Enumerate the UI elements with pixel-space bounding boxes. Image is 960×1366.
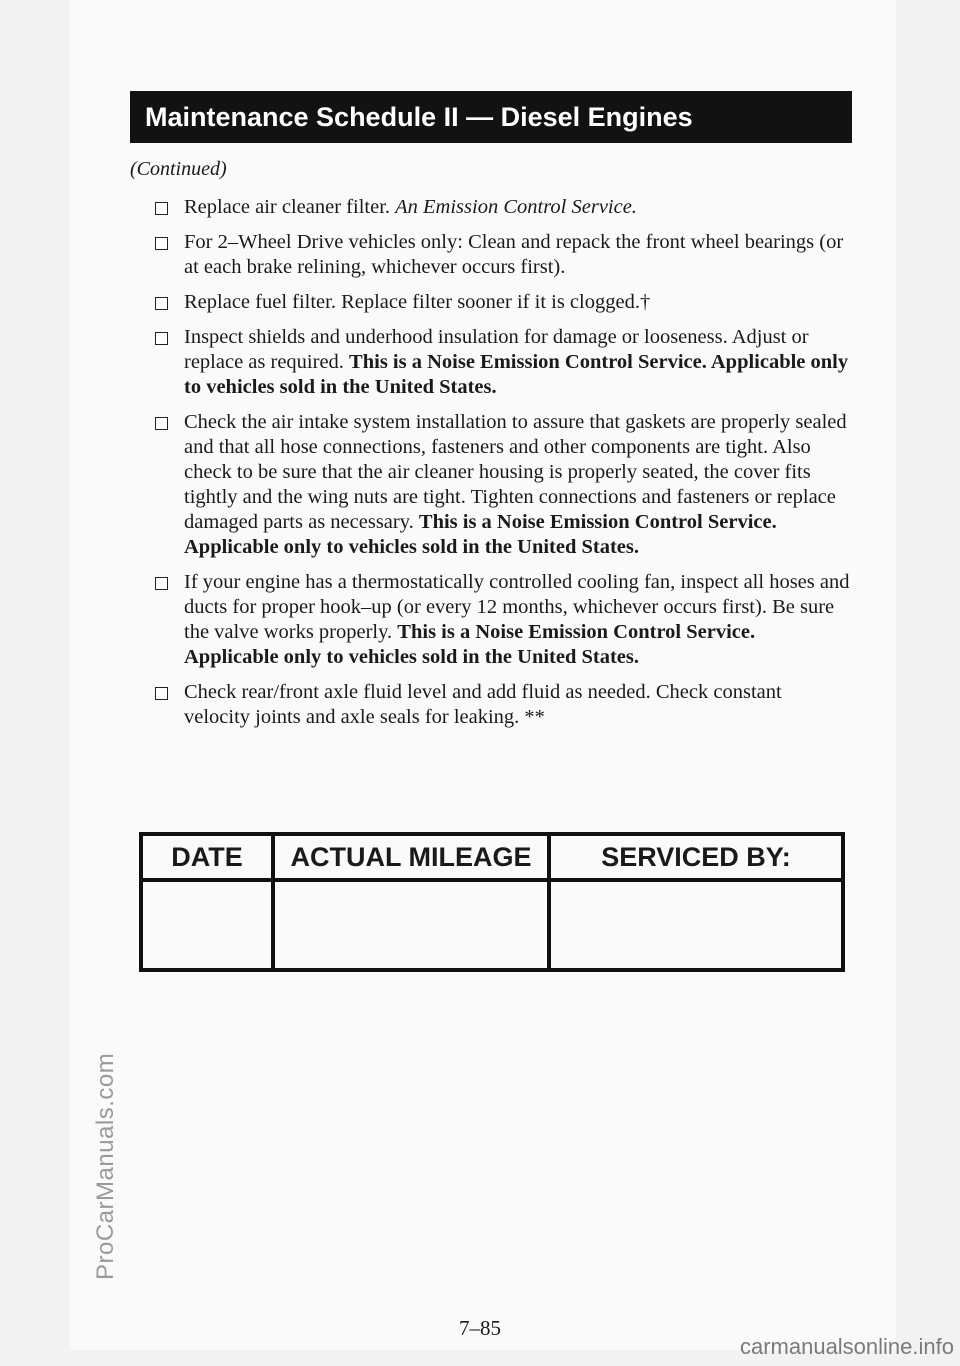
item-italic-note: An Emission Control Service. (395, 196, 637, 218)
item-text: Check rear/front axle fluid level and add fluid as needed. Check constant velocity joints and axle seals for leaking. ** (184, 681, 782, 728)
checkbox-icon[interactable] (155, 297, 168, 310)
checklist-item (150, 290, 850, 315)
table-row (141, 880, 843, 970)
watermark-procarmanuals: ProCarManuals.com (92, 1052, 119, 1280)
item-text: Replace air cleaner filter. (184, 196, 396, 218)
checklist-item (150, 195, 850, 220)
mileage-cell[interactable] (273, 880, 549, 970)
item-text: Inspect shields and underhood insulation for damage or looseness. Adjust or replace as required. (184, 326, 809, 373)
checklist-item (150, 230, 850, 280)
date-column-header: DATE (141, 834, 273, 880)
serviced-by-cell[interactable] (549, 880, 843, 970)
mileage-column-header: ACTUAL MILEAGE (273, 834, 549, 880)
table-header-row (141, 834, 843, 880)
item-text: Replace fuel filter. Replace filter sooner if it is clogged.† (184, 291, 651, 313)
checkbox-icon[interactable] (155, 332, 168, 345)
checkbox-icon[interactable] (155, 202, 168, 215)
checkbox-icon[interactable] (155, 687, 168, 700)
checklist-item (150, 680, 850, 730)
checkbox-icon[interactable] (155, 577, 168, 590)
item-text: If your engine has a thermostatically controlled cooling fan, inspect all hoses and ducts for proper hook–up (or every 12 months, whichever occurs first). Be sure the valve works properly. (184, 571, 850, 643)
maintenance-checklist (150, 195, 850, 740)
item-bold-note: This is a Noise Emission Control Service. Applicable only to vehicles sold in the United States. (184, 621, 756, 668)
item-text: For 2–Wheel Drive vehicles only: Clean and repack the front wheel bearings (or at each brake relining, whichever occurs first). (184, 231, 844, 278)
checklist-item (150, 325, 850, 400)
checkbox-icon[interactable] (155, 237, 168, 250)
checklist-item (150, 570, 850, 670)
service-record-table (139, 832, 845, 972)
checklist-item (150, 410, 850, 560)
date-cell[interactable] (141, 880, 273, 970)
page-number: 7–85 (459, 1316, 501, 1340)
section-title-banner: Maintenance Schedule II — Diesel Engines (130, 91, 852, 143)
watermark-carmanualsonline: carmanualsonline.info (739, 1334, 954, 1359)
item-text: Check the air intake system installation to assure that gaskets are properly sealed and that all hose connections, fasteners and other components are tight. Also check to be sure that the air cleaner housing is properly seated, the cover fits tightly and the wing nuts are tight. Tighten connections and fasteners or replace damaged parts as necessary. (184, 411, 847, 533)
continued-label: (Continued) (130, 158, 227, 180)
item-bold-note: This is a Noise Emission Control Service. Applicable only to vehicles sold in the United States. (184, 351, 849, 398)
serviced-by-column-header: SERVICED BY: (549, 834, 843, 880)
item-bold-note: This is a Noise Emission Control Service. Applicable only to vehicles sold in the United States. (184, 511, 777, 558)
checkbox-icon[interactable] (155, 417, 168, 430)
